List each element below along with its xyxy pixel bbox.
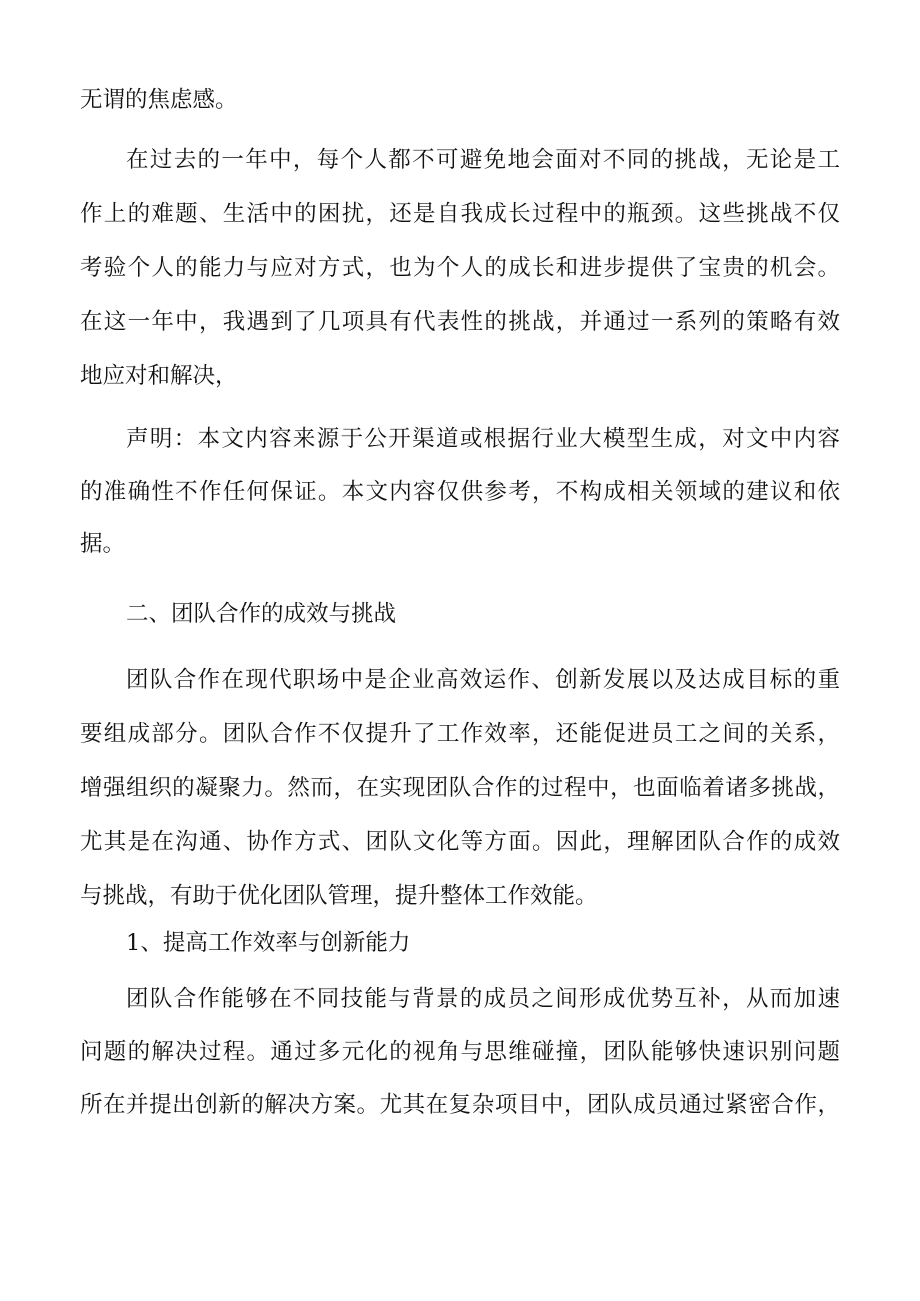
text-line: 在这一年中，我遇到了几项具有代表性的挑战，并通过一系列的策略有效: [80, 309, 840, 335]
text-line: 问题的解决过程。通过多元化的视角与思维碰撞，团队能够快速识别问题: [80, 1039, 840, 1065]
text-line: 声明：本文内容来源于公开渠道或根据行业大模型生成，对文中内容: [126, 426, 840, 452]
continuation-paragraph: [80, 73, 840, 127]
text-line: 尤其是在沟通、协作方式、团队文化等方面。因此，理解团队合作的成效: [80, 829, 840, 855]
text-line: 所在并提出创新的解决方案。尤其在复杂项目中，团队成员通过紧密合作，: [80, 1092, 840, 1118]
section-paragraph: [80, 653, 840, 923]
disclaimer-paragraph: [80, 413, 840, 571]
text-line: 据。: [80, 531, 126, 557]
text-line: 要组成部分。团队合作不仅提升了工作效率，还能促进员工之间的关系，: [80, 721, 840, 747]
text-line: 的准确性不作任何保证。本文内容仅供参考，不构成相关领域的建议和依: [80, 478, 840, 505]
intro-paragraph: [80, 133, 840, 403]
text-line: 增强组织的凝聚力。然而，在实现团队合作的过程中，也面临着诸多挑战，: [80, 775, 840, 801]
subsection-paragraph: [80, 973, 840, 1132]
text-line: 地应对和解决，: [80, 363, 238, 389]
text-line: 团队合作在现代职场中是企业高效运作、创新发展以及达成目标的重: [126, 667, 840, 693]
text-line: 与挑战，有助于优化团队管理，提升整体工作效能。: [80, 883, 598, 909]
text-line: 作上的难题、生活中的困扰，还是自我成长过程中的瓶颈。这些挑战不仅: [80, 201, 840, 227]
subsection-heading: 1、提高工作效率与创新能力: [126, 930, 411, 956]
section-heading: 二、团队合作的成效与挑战: [126, 601, 397, 627]
text-line: 团队合作能够在不同技能与背景的成员之间形成优势互补，从而加速: [126, 986, 840, 1012]
text-line: 考验个人的能力与应对方式，也为个人的成长和进步提供了宝贵的机会。: [80, 255, 840, 281]
text-line: 无谓的焦虑感。: [80, 87, 238, 113]
text-line: 在过去的一年中，每个人都不可避免地会面对不同的挑战，无论是工: [126, 147, 840, 173]
